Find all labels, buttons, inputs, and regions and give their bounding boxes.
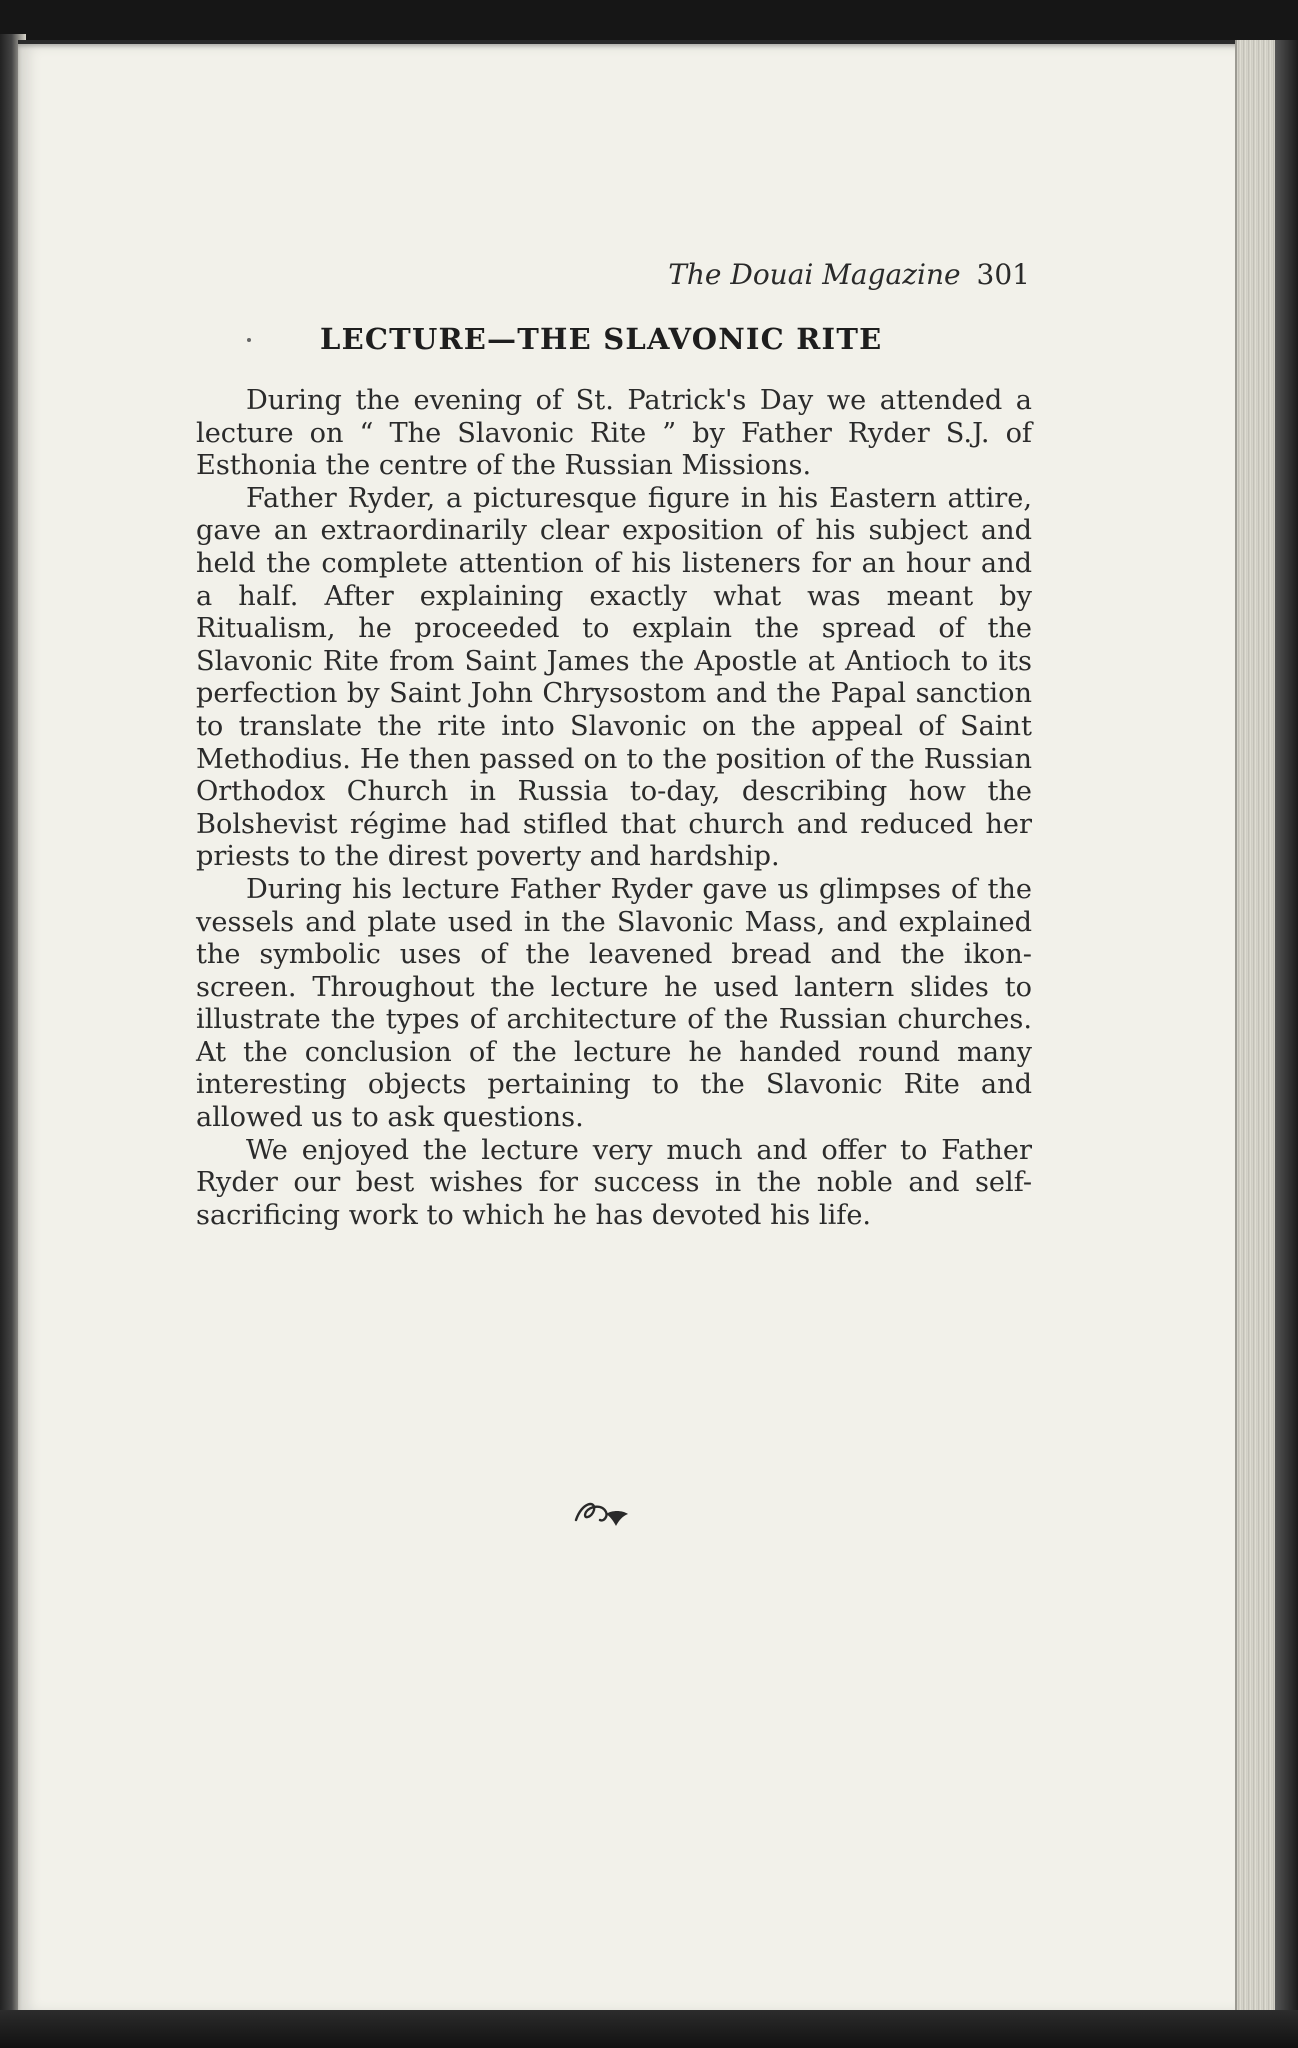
article-body xyxy=(196,385,1032,1232)
paragraph: During the evening of St. Patrick's Day we attended a lecture on “ The Slavonic Rite ” by Father Ryder S.J. of Esthonia the centre of the Russian Missions. xyxy=(196,385,1032,482)
article-title: LECTURE—THE SLAVONIC RITE xyxy=(320,322,883,356)
fleuron-ornament-icon xyxy=(572,1496,632,1532)
magazine-title: The Douai Magazine xyxy=(668,258,961,291)
page-stack-edge xyxy=(1235,40,1277,2015)
paragraph: During his lecture Father Ryder gave us glimpses of the vessels and plate used in the Slavonic Mass, and explained the symbolic uses of the leavened bread and the ikon-screen. Throughout the lecture he used lantern slides to illustrate the types of architecture of the Russian churches. At the conclusion of the lecture he handed round many interesting objects pertaining to the Slavonic Rite and allowed us to ask questions. xyxy=(196,873,1032,1134)
right-cover-edge xyxy=(1275,40,1298,2015)
paragraph: Father Ryder, a picturesque figure in his Eastern attire, gave an extraordinarily clear exposition of his subject and held the complete attention of his listeners for an hour and a half. After explaining exactly what was meant by Ritualism, he proceeded to explain the spread of the Slavonic Rite from Saint James the Apostle at Antioch to its perfection by Saint John Chrysostom and the Papal sanction to translate the rite into Slavonic on the appeal of Saint Methodius. He then passed on to the position of the Russian Orthodox Church in Russia to-day, describing how the Bolshevist régime had stifled that church and reduced her priests to the direst poverty and hardship. xyxy=(196,482,1032,873)
running-head xyxy=(600,258,1030,291)
page-number: 301 xyxy=(976,258,1030,291)
bottom-cover-edge xyxy=(0,2010,1298,2048)
paragraph: We enjoyed the lecture very much and offer to Father Ryder our best wishes for success in the noble and self-sacrificing work to which he has devoted his life. xyxy=(196,1134,1032,1231)
stray-mark xyxy=(247,338,251,342)
